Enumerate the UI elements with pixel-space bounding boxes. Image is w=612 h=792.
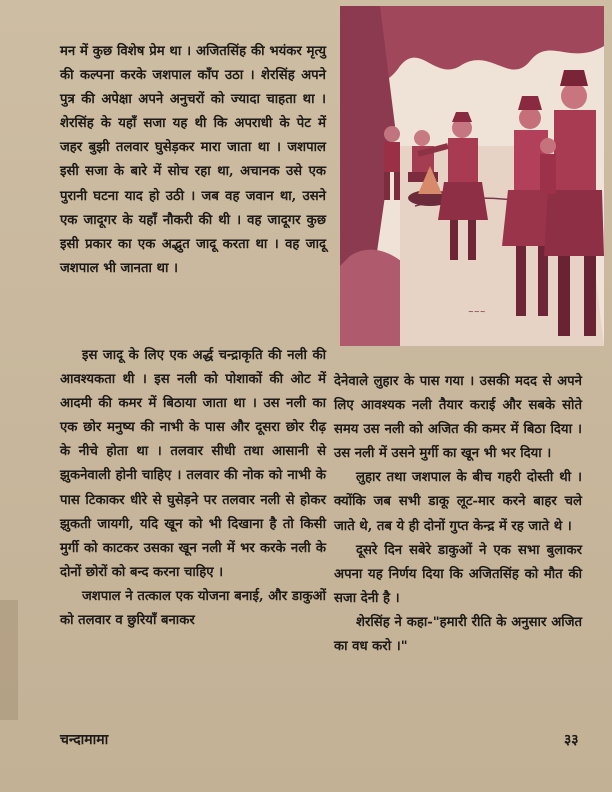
text-column-left — [60, 344, 326, 633]
cave-scene-illustration — [340, 6, 604, 346]
paragraph-1: मन में कुछ विशेष प्रेम था । अजितसिंह की भयंकर मृत्यु की कल्पना करके जशपाल काँप उठा । शेरसिंह अपने पुत्र की अपेक्षा अपने अनुचरों को ज्यादा चाहता था । शेरसिंह के यहाँ सजा यह थी कि अपराधी के पेट में जहर बुझी तलवार घुसेड़कर मारा जाता था । जशपाल इसी सजा के बारे में सोच रहा था, अचानक उसे एक पुरानी घटना याद हो उठी । जब वह जवान था, उसने एक जादूगर के यहाँ नौकरी की थी । वह जादूगर कुछ इसी प्रकार का एक अद्भुत जादू करता था । वह जादू जशपाल भी जानता था । — [60, 44, 326, 276]
page-edge-stain — [0, 600, 18, 720]
paragraph-4: देनेवाले लुहार के पास गया । उसकी मदद से अपने लिए आवश्यक नली तैयार कराई और सबके सोते समय उस नली को अजित की कमर में बिठा दिया । उस नली में उसने मुर्गी का खून भी भर दिया । — [334, 374, 582, 462]
paragraph-3: जशपाल ने तत्काल एक योजना बनाई, और डाकुओं को तलवार व छुरियाँ बनाकर — [60, 588, 326, 629]
paragraph-2: इस जादू के लिए एक अर्द्ध चन्द्राकृति की नली की आवश्यकता थी । इस नली को पोशाकों की ओट में आदमी की कमर में बिठाया जाता था । उस नली का एक छोर मनुष्य की नाभी के पास और दूसरा छोर रीढ़ के नीचे होता था । तलवार सीधी तथा आसानी से झुकनेवाली होनी चाहिए । तलवार की नोक को नाभी के पास टिकाकर धीरे से घुसेड़ने पर तलवार नली से होकर झुकती जायगी, यदि खून को भी दिखाना है तो किसी मुर्गी को काटकर उसका खून नली में भर करके नली के दोनों छोरों को बन्द करना चाहिए । — [60, 348, 326, 580]
artist-signature: ~~~ — [468, 308, 486, 316]
background-bandit — [540, 138, 556, 194]
paragraph-5: लुहार तथा जशपाल के बीच गहरी दोस्ती थी । क्योंकि जब सभी डाकू लूट-मार करने बाहर चले जाते थे, तब ये ही दोनों गुप्त केन्द्र में रह जाते थे । — [334, 470, 582, 534]
text-column-top — [60, 40, 326, 281]
paragraph-7: शेरसिंह ने कहा-"हमारी रीति के अनुसार अजित का वध करो ।" — [334, 614, 582, 655]
magazine-name: चन्दामामा — [60, 732, 109, 748]
page-number: ३३ — [564, 732, 579, 748]
paragraph-6: दूसरे दिन सबेरे डाकुओं ने एक सभा बुलाकर अपना यह निर्णय दिया कि अजितसिंह को मौत की सजा देनी है । — [334, 542, 582, 606]
text-column-right — [334, 370, 582, 659]
story-illustration — [340, 6, 604, 346]
